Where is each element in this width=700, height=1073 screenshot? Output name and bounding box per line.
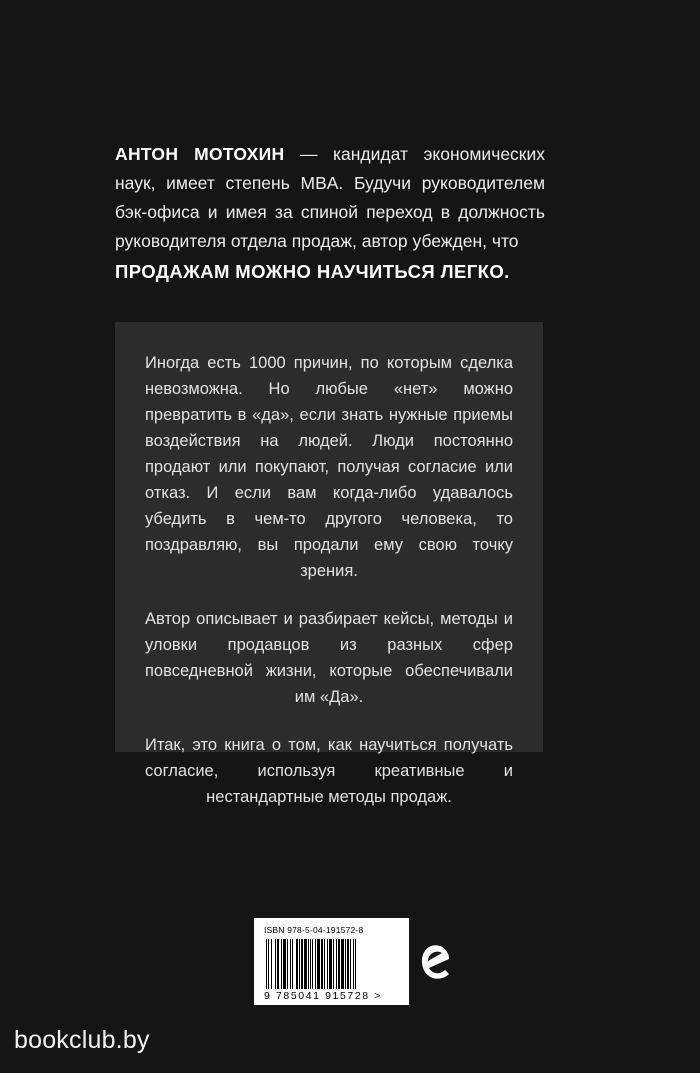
author-intro <box>115 140 545 286</box>
description-paragraph-3: Итак, это книга о том, как научиться получать согласие, используя креативные и нестандартные методы продаж. <box>145 736 513 806</box>
book-slogan: ПРОДАЖАМ МОЖНО НАУЧИТЬСЯ ЛЕГКО. <box>115 261 510 282</box>
site-watermark: bookclub.by <box>14 1026 150 1054</box>
isbn-number: ISBN 978-5-04-191572-8 <box>264 925 364 935</box>
description-paragraph-1: Иногда есть 1000 причин, по которым сделка невозможна. Но любые «нет» можно превратить в «да», если знать нужные приемы воздействия на людей. Люди постоянно продают или покупают, получая согласие или отказ. И если вам когда-либо удавалось убедить в чем-то другого человека, то поздравляю, вы продали ему свою точку зрения. <box>145 354 513 580</box>
ean-digits: 9 785041 915728 > <box>264 990 382 1002</box>
publisher-e-logo-icon <box>418 940 454 984</box>
author-name: АНТОН МОТОХИН <box>115 144 285 164</box>
description-paragraph-2: Автор описывает и разбирает кейсы, методы и уловки продавцов из разных сфер повседневной жизни, которые обеспечивали им «Да». <box>145 610 513 706</box>
barcode-bars <box>264 939 401 989</box>
description-panel <box>115 322 543 806</box>
isbn-barcode <box>254 918 409 1005</box>
author-bio: — кандидат экономических наук, имеет степень MBA. Будучи руководителем бэк-офиса и имея за спиной переход в должность руководителя отдела продаж, автор убежден, что <box>115 144 545 251</box>
